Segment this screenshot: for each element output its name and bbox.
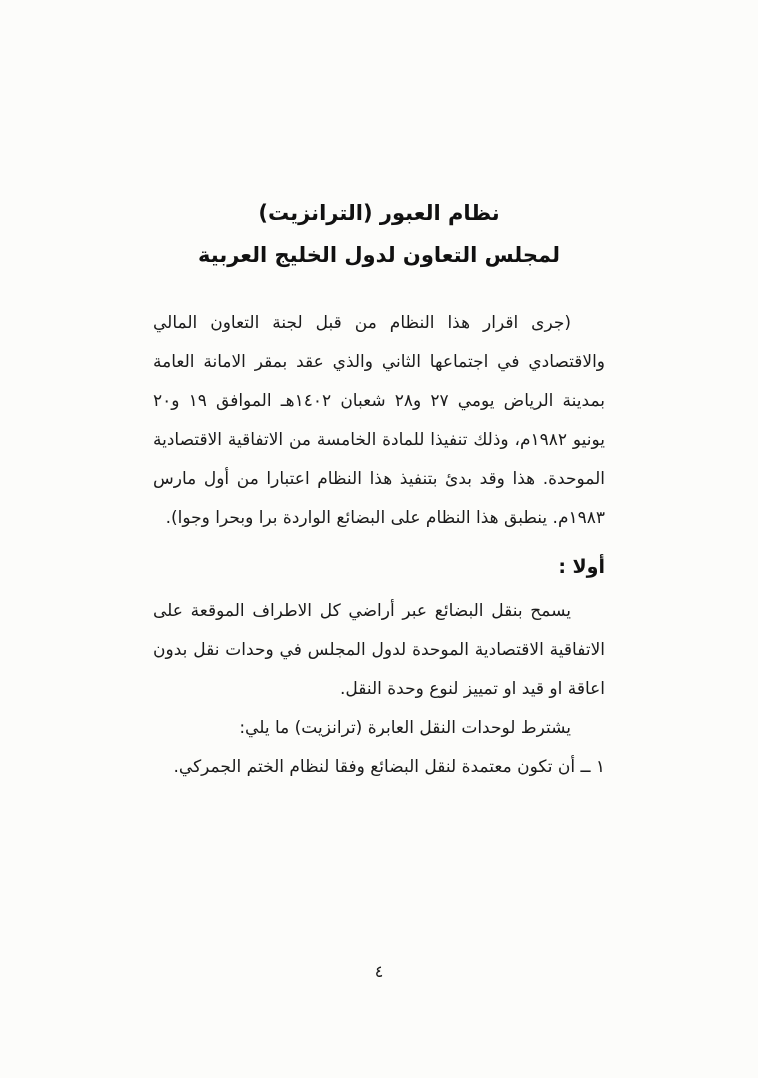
intro-paragraph: (جرى اقرار هذا النظام من قبل لجنة التعاون المالي والاقتصادي في اجتماعها الثاني والذي عقد بمقر الامانة العامة بمدينة الرياض يومي ٢٧ و٢٨ شعبان ١٤٠٢هـ الموافق ١٩ و٢٠ يونيو ١٩٨٢م، وذلك تنفيذا للمادة الخامسة من الاتفاقية الاقتصادية الموحدة. هذا وقد بدئ بتنفيذ هذا النظام اعتبارا من أول مارس ١٩٨٣م. ينطبق هذا النظام على البضائع الواردة برا وبحرا وجوا).	[153, 313, 605, 528]
condition-list-item-1: ١ ــ أن تكون معتمدة لنقل البضائع وفقا لنظام الختم الجمركي.	[173, 757, 605, 777]
conditions-intro-paragraph: يشترط لوحدات النقل العابرة (ترانزيت) ما يلي:	[239, 718, 571, 738]
document-title	[153, 192, 605, 276]
section-heading-first: أولا :	[558, 556, 605, 578]
title-line-1: نظام العبور (الترانزيت)	[258, 201, 500, 225]
transit-rule-paragraph: يسمح بنقل البضائع عبر أراضي كل الاطراف الموقعة على الاتفاقية الاقتصادية الموحدة لدول المجلس في وحدات نقل بدون اعاقة او قيد او تمييز لنوع وحدة النقل.	[153, 601, 605, 699]
page-number: ٤	[374, 962, 384, 981]
text-column	[153, 0, 605, 787]
title-line-2: لمجلس التعاون لدول الخليج العربية	[198, 243, 560, 267]
